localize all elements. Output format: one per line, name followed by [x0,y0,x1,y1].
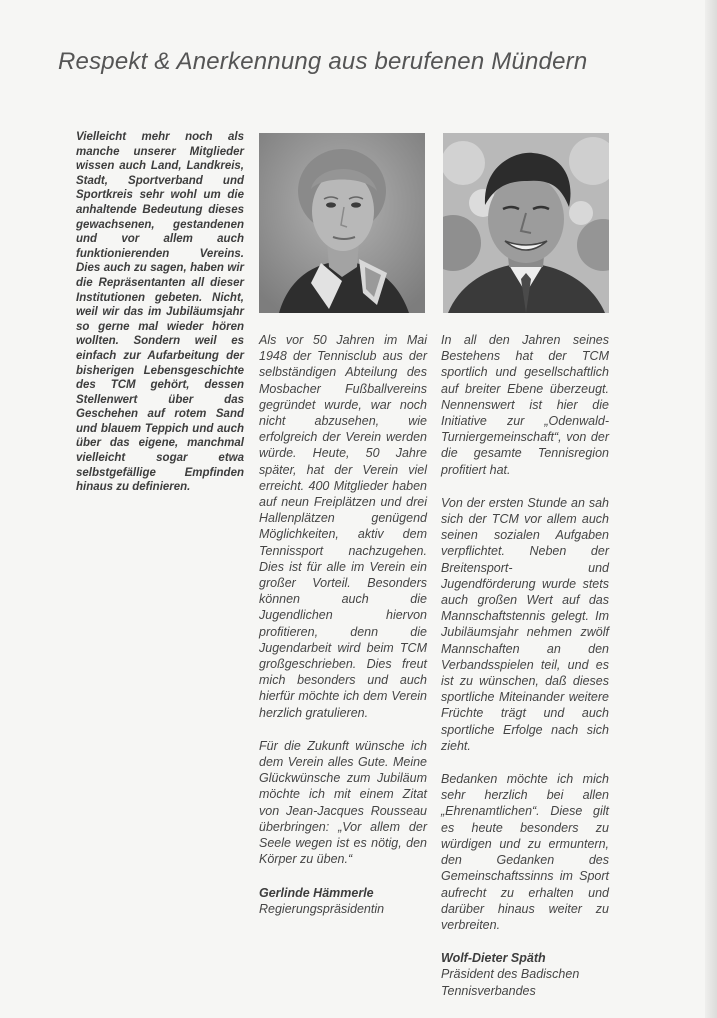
signature-name: Gerlinde Hämmerle [259,885,374,900]
statement-paragraph: In all den Jahren seines Bestehens hat der TCM sportlich und gesellschaftlich auf breiter Ebene überzeugt. Nennenswert ist hier die Initiative zur „Odenwald-Turniergemeinschaft“, von der die gesamte Tennisregion profitiert hat. [441,333,609,477]
portrait-photo-haemmerle [259,133,425,313]
statement-paragraph: Für die Zukunft wünsche ich dem Verein alles Gute. Meine Glückwünsche zum Jubiläum möchte ich mit einem Zitat von Jean-Jacques Rousseau überbringen: „Vor allem der Seele wegen ist es nötig, den Körper zu üben.“ [259,738,427,867]
statement-haemmerle [259,332,427,917]
portrait-photo-spaeth [443,133,609,313]
signature-role: Regierungspräsidentin [259,901,385,916]
statement-paragraph: Bedanken möchte ich mich sehr herzlich bei allen „Ehrenamtlichen“. Diese gilt es heute besonders zu würdigen und zu ermuntern, den Gedanken des Gemeinschaftssinns im Sport aufrecht zu erhalten und darüber hinaus weiter zu verbreiten. [441,772,609,932]
page-edge [705,0,717,1018]
intro-text: Vielleicht mehr noch als manche unserer Mitglieder wissen auch Land, Landkreis, Stadt, Sportverband und Sportkreis sehr wohl um die anhaltende Bedeutung dieses gewachsenen, gestandenen und vor allem auch funktionierenden Vereins. Dies auch zu sagen, haben wir die Repräsentanten all dieser Institutionen gebeten. Nicht, weil wir das im Jubiläumsjahr so gerne mal wieder hören wollten. Sondern weil es einfach zur Aufarbeitung der bisherigen Lebensgeschichte des TCM gehört, dessen Stellenwert über das Geschehen auf rotem Sand und blauem Teppich und auch über das eigene, manchmal vielleicht sogar etwa selbstgefällige Empfinden hinaus zu definieren. [76,131,244,494]
statement-paragraph: Als vor 50 Jahren im Mai 1948 der Tennisclub aus der selbständigen Abteilung des Mosbacher Fußballvereins gegründet wurde, war noch nicht abzusehen, wie erfolgreich der Verein werden würde. Heute, 50 Jahre später, hat der Verein viel erreicht. 400 Mitglieder haben auf neun Freiplätzen und drei Hallenplätzen genügend Möglichkeiten, aktiv dem Tennissport nachzugehen. Dies ist für alle im Verein ein großer Vorteil. Besonders können auch die Jugendlichen hiervon profitieren, denn die Jugendarbeit wird beim TCM großgeschrieben. Dies freut mich besonders und auch hierfür möchte ich dem Verein herzlich gratulieren. [259,333,427,720]
signature-name: Wolf-Dieter Späth [441,951,546,966]
signature-role: Präsident des Badischen Tennisverbandes [441,967,580,998]
page-title: Respekt & Anerkennung aus berufenen Mündern [58,48,588,75]
statement-spaeth [441,332,609,999]
statement-paragraph: Von der ersten Stunde an sah sich der TCM vor allem auch seinen sozialen Aufgaben verpflichtet. Neben der Breitensport- und Jugendförderung wurde stets auch großen Wert auf das Mannschaftstennis gelegt. Im Jubiläumsjahr nehmen zwölf Mannschaften an den Verbandsspielen teil, und es ist zu wünschen, daß dieses sportliche Miteinander weitere Früchte trägt und auch sportliche Erfolge nach sich zieht. [441,495,609,753]
